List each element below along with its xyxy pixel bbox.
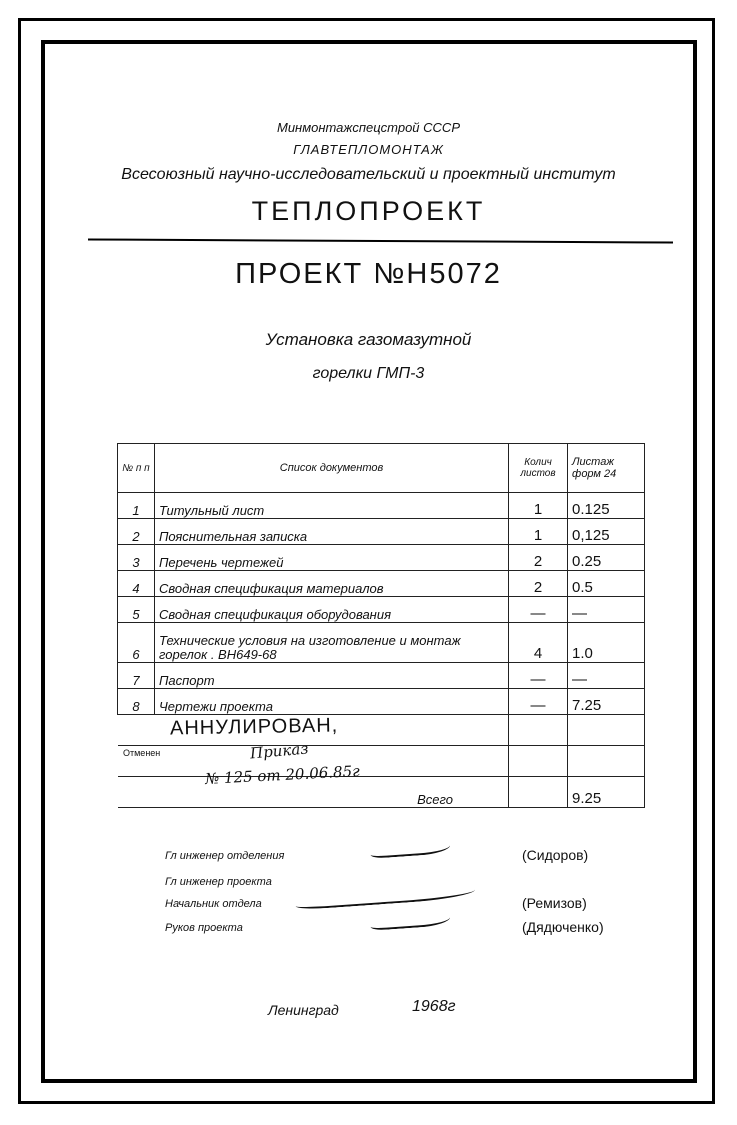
row-doc: Сводная спецификация оборудования — [155, 597, 509, 623]
row-num: 7 — [118, 663, 155, 689]
city: Ленинград — [268, 1002, 339, 1018]
row-format: 7.25 — [568, 689, 645, 715]
row-doc: Титульный лист — [155, 493, 509, 519]
org-name: ТЕПЛОПРОЕКТ — [251, 196, 486, 226]
trust: ГЛАВТЕПЛОМОНТАЖ — [293, 142, 444, 157]
project-title: ПРОЕКТ №Н5072 — [235, 258, 502, 290]
row-doc: Пояснительная записка — [155, 519, 509, 545]
row-num: 6 — [118, 623, 155, 663]
row-format: 0.125 — [568, 493, 645, 519]
row-format: — — [568, 663, 645, 689]
stamp-order-number: № 125 от 20.06.85г — [204, 761, 361, 789]
blank-cell — [568, 746, 645, 777]
row-format: 0,125 — [568, 519, 645, 545]
row-count: — — [509, 663, 568, 689]
row-doc: Паспорт — [155, 663, 509, 689]
row-count: 1 — [509, 519, 568, 545]
row-num: 2 — [118, 519, 155, 545]
stamp-row — [118, 746, 645, 777]
row-doc: Чертежи проекта — [155, 689, 509, 715]
blank-cell — [509, 715, 568, 746]
table-row — [118, 571, 645, 597]
ministry: Минмонтажспецстрой СССР — [276, 120, 460, 135]
signature-role: Начальник отдела — [165, 898, 262, 910]
signature-name: (Ремизов) — [522, 895, 587, 911]
documents-table — [117, 443, 645, 808]
row-count: 2 — [509, 571, 568, 597]
total-label: Всего — [118, 777, 509, 808]
table-row — [118, 597, 645, 623]
header-format: Листаж форм 24 — [568, 444, 645, 493]
subtitle-line2: горелки ГМП-3 — [312, 365, 425, 382]
table-row — [118, 689, 645, 715]
table-header — [118, 444, 645, 493]
annulled-stamp: АННУЛИРОВАН, — [169, 714, 339, 740]
row-format: 0.5 — [568, 571, 645, 597]
row-count: 4 — [509, 623, 568, 663]
row-num: 1 — [118, 493, 155, 519]
row-count: — — [509, 689, 568, 715]
stamp-small: Отменен — [123, 748, 161, 758]
row-format: 0.25 — [568, 545, 645, 571]
signature-role: Руков проекта — [165, 922, 243, 934]
signature-role: Гл инженер проекта — [165, 876, 272, 888]
row-format: — — [568, 597, 645, 623]
row-format: 1.0 — [568, 623, 645, 663]
table-row — [118, 623, 645, 663]
row-count: 1 — [509, 493, 568, 519]
blank-cell — [568, 715, 645, 746]
row-doc: Технические условия на изготовление и монтаж горелок . ВН649-68 — [155, 623, 509, 663]
table-row — [118, 663, 645, 689]
row-count: 2 — [509, 545, 568, 571]
stamp-row — [118, 777, 645, 808]
subtitle-line1: Установка газомазутной — [265, 330, 472, 349]
row-num: 5 — [118, 597, 155, 623]
signature-role: Гл инженер отделения — [165, 850, 285, 862]
row-count: — — [509, 597, 568, 623]
header-count: Колич листов — [509, 444, 568, 493]
table-row — [118, 493, 645, 519]
row-doc: Сводная спецификация материалов — [155, 571, 509, 597]
institute: Всесоюзный научно-исследовательский и проектный институт — [121, 166, 616, 183]
stamp-order: Приказ — [249, 739, 310, 763]
year: 1968г — [412, 998, 456, 1015]
row-num: 3 — [118, 545, 155, 571]
blank-cell — [509, 777, 568, 808]
table-row — [118, 519, 645, 545]
signature-name: (Дядюченко) — [522, 919, 604, 935]
header-doc: Список документов — [155, 444, 509, 493]
row-doc: Перечень чертежей — [155, 545, 509, 571]
header-num: № п п — [118, 444, 155, 493]
blank-cell — [509, 746, 568, 777]
row-num: 8 — [118, 689, 155, 715]
row-num: 4 — [118, 571, 155, 597]
table-row — [118, 545, 645, 571]
signature-name: (Сидоров) — [522, 847, 589, 863]
total-format: 9.25 — [568, 777, 645, 808]
